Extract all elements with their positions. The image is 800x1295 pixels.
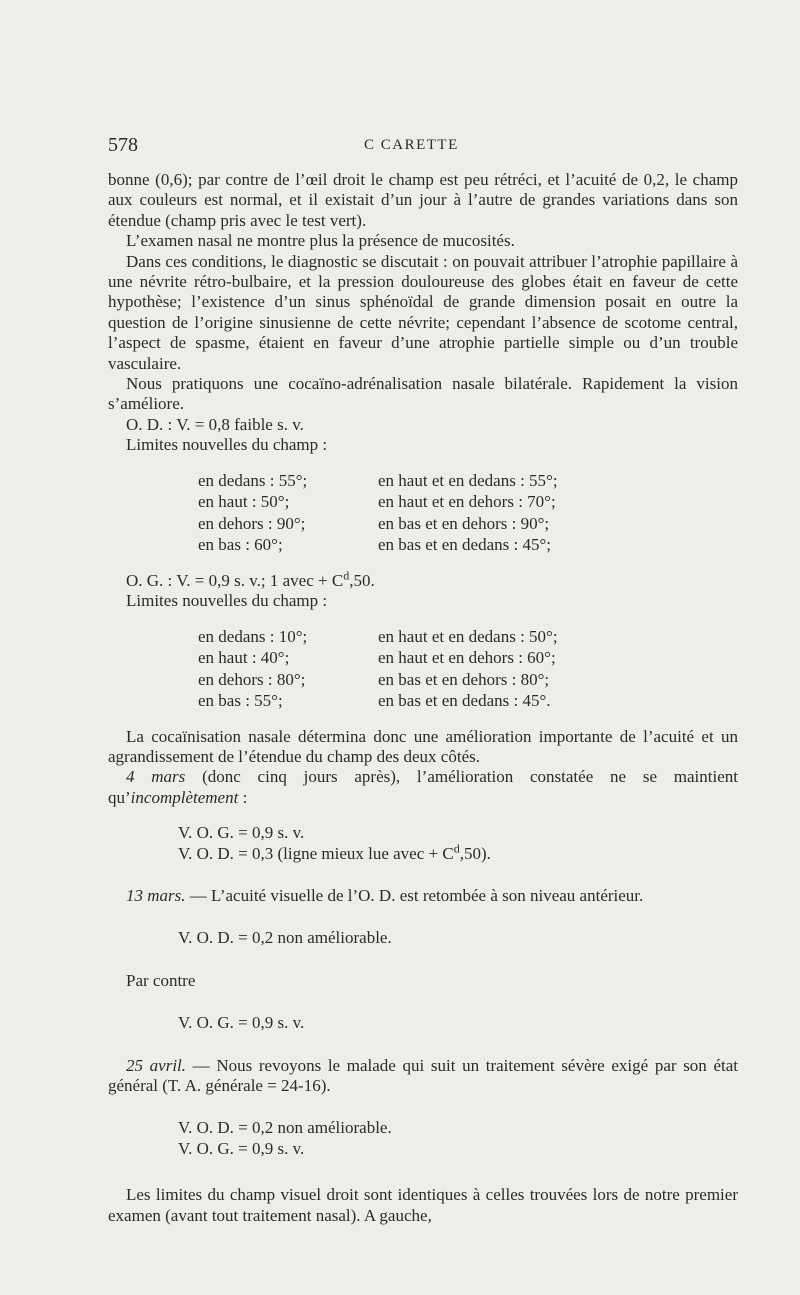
paragraph-6-emphasis: incomplètement — [130, 787, 239, 807]
table-cell: en bas : 60°; — [198, 535, 283, 555]
paragraph-4: Nous pratiquons une cocaïno-adrénalisation nasale bilatérale. Rapidement la vision s’améliore. — [108, 374, 738, 414]
table-cell: en haut : 40°; — [198, 648, 290, 667]
table-cell: en bas : 55°; — [198, 691, 283, 710]
paragraph-9: Les limites du champ visuel droit sont identiques à celles trouvées lors de notre premier examen (avant tout traitement nasal). A gauche, — [108, 1185, 738, 1225]
table-cell: en dedans : 10°; — [198, 626, 308, 646]
date-25-avril: 25 avril. — [126, 1055, 187, 1075]
paragraph-7-text: — L’acuité visuelle de l’O. D. est retombée à son niveau antérieur. — [185, 885, 644, 905]
acuity-od-line-1 — [108, 840, 738, 864]
page-body — [108, 170, 738, 1226]
table-cell: en bas et en dehors : 80°; — [378, 669, 550, 689]
field-limits-table-2 — [108, 626, 738, 712]
paragraph-5: La cocaïnisation nasale détermina donc une amélioration importante de l’acuité et un agrandissement de l’étendue du champ des deux côtés. — [108, 726, 738, 766]
limits-label-2: Limites nouvelles du champ : — [126, 591, 328, 611]
table-cell: en bas et en dedans : 45°; — [378, 535, 551, 555]
running-title: C CARETTE — [364, 137, 459, 153]
paragraph-3: Dans ces conditions, le diagnostic se discutait : on pouvait attribuer l’atrophie papillaire à une névrite rétro-bulbaire, et la pression douloureuse des globes était en faveur de cette hypothèse; l’existence d’un sinus sphénoïdal de grande dimension posait en outre la question de l’origine sinusienne de cette névrite; cependant l’absence de scotome central, l’aspect de spasme, étaient en faveur d’une atrophie partielle simple ou d’un trouble vasculaire. — [108, 251, 738, 373]
paragraph-7 — [108, 886, 738, 906]
acuity-og-line-3: V. O. G. = 0,9 s. v. — [178, 1138, 305, 1158]
acuity-og-line-1: V. O. G. = 0,9 s. v. — [178, 823, 305, 843]
date-4-mars: 4 mars — [126, 767, 186, 787]
page-number: 578 — [108, 134, 138, 156]
paragraph-2: L’examen nasal ne montre plus la présence de mucosités. — [126, 231, 515, 251]
table-cell: en bas et en dehors : 90°; — [378, 513, 550, 533]
og-acuity-end: ,50. — [349, 570, 375, 590]
acuity-od-text: V. O. D. = 0,3 (ligne mieux lue avec + C — [178, 843, 454, 863]
table-cell: en dehors : 80°; — [198, 669, 306, 689]
limits-label-1: Limites nouvelles du champ : — [126, 435, 328, 455]
table-cell: en dehors : 90°; — [198, 513, 306, 533]
table-cell: en haut : 50°; — [198, 492, 290, 512]
table-cell: en haut et en dehors : 60°; — [378, 648, 556, 667]
table-row — [198, 491, 738, 513]
acuity-od-end: ,50). — [459, 843, 491, 863]
paragraph-6-end: : — [238, 787, 248, 807]
field-limits-table-1 — [108, 470, 738, 556]
page-header — [108, 134, 738, 164]
table-cell: en bas et en dedans : 45°. — [378, 691, 551, 710]
table-row — [198, 690, 738, 712]
table-row — [198, 513, 738, 535]
paragraph-8-text: — Nous revoyons le malade qui suit un traitement sévère exigé par son état général (T. A. générale = 24-16). — [108, 1055, 738, 1095]
acuity-od-sup: d — [453, 840, 460, 855]
og-acuity-line — [108, 568, 738, 591]
par-contre-label: Par contre — [126, 970, 196, 990]
acuity-od-line-2: V. O. D. = 0,2 non améliorable. — [178, 928, 392, 948]
paragraph-6-qu: qu’ — [108, 787, 131, 807]
date-13-mars: 13 mars. — [126, 885, 186, 905]
og-acuity-text: O. G. : V. = 0,9 s. v.; 1 avec + C — [126, 570, 344, 590]
table-row — [198, 669, 738, 691]
acuity-od-line-3: V. O. D. = 0,2 non améliorable. — [178, 1118, 392, 1138]
paragraph-6-text: (donc cinq jours après), l’amélioration constatée ne se maintient — [185, 767, 738, 787]
og-acuity-sup: d — [343, 568, 350, 583]
table-row — [198, 626, 738, 648]
table-cell: en dedans : 55°; — [198, 470, 308, 490]
paragraph-8 — [108, 1056, 738, 1097]
table-cell: en haut et en dehors : 70°; — [378, 492, 556, 512]
table-cell: en haut et en dedans : 55°; — [378, 470, 558, 490]
table-row — [198, 534, 738, 556]
paragraph-6 — [108, 767, 738, 808]
od-acuity-line: O. D. : V. = 0,8 faible s. v. — [126, 414, 304, 434]
acuity-og-line-2: V. O. G. = 0,9 s. v. — [178, 1013, 305, 1033]
paragraph-1: bonne (0,6); par contre de l’œil droit le champ est peu rétréci, et l’acuité de 0,2, le champ aux couleurs est normal, et il existait d’un jour à l’autre de grandes variations dans son étendue (champ pris avec le test vert). — [108, 170, 738, 230]
table-row — [198, 647, 738, 669]
table-cell: en haut et en dedans : 50°; — [378, 626, 558, 646]
table-row — [198, 470, 738, 492]
